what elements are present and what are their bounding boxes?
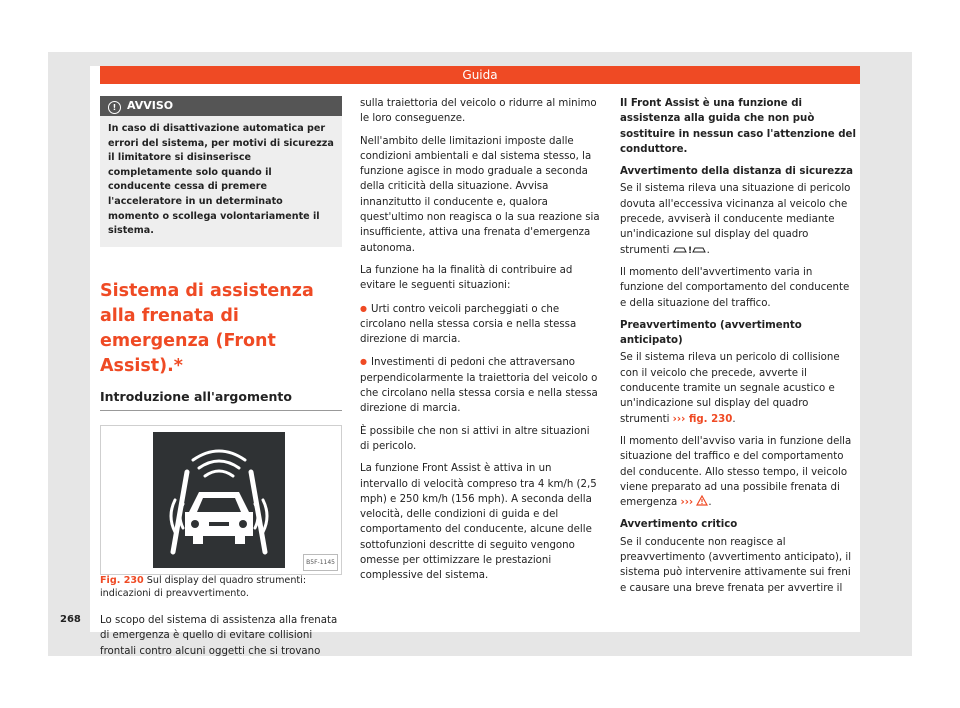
- warning-title: AVVISO: [127, 99, 174, 112]
- distance-warning-icon: [673, 245, 707, 254]
- cluster-display: [153, 432, 285, 568]
- paragraph-text: Se il sistema rileva un pericolo di collisione con il veicolo che precede, avverte il conducente tramite un segnale acustico e un'indicazione sul display del quadro strumenti: [620, 352, 840, 425]
- paragraph-text: Se il sistema rileva una situazione di pericolo dovuta all'eccessiva vicinanza al veicolo che precede, avviserà il conducente mediante un'indicazione sul display del quadro strumenti: [620, 183, 851, 256]
- warning-reference-link[interactable]: ›››: [680, 497, 694, 509]
- bullet-item: [360, 301, 602, 348]
- figure-label[interactable]: Fig. 230: [100, 575, 144, 587]
- figure-caption-text: Sul display del quadro strumenti: indicazioni di preavvertimento.: [100, 575, 307, 599]
- chapter-header: Guida: [100, 66, 860, 84]
- paragraph: Il momento dell'avvertimento varia in funzione del comportamento del conducente e della situazione del traffico.: [620, 266, 850, 309]
- figure-reference-link[interactable]: ››› fig. 230: [672, 413, 733, 425]
- warning-triangle-icon[interactable]: [696, 495, 708, 506]
- bullet-text: Investimenti di pedoni che attraversano perpendicolarmente la traiettoria del veicolo o che circolano nella stessa corsia e nella stessa direzione di marcia.: [360, 357, 598, 415]
- paragraph: Nell'ambito delle limitazioni imposte dalle condizioni ambientali e dal sistema stesso, la funzione agisce in modo graduale a seconda della criticità della situazione. Avvisa innanzitutto il conducente e, qualora quest'ultimo non reagisca o la sua reazione sia insufficiente, attiva una frenata d'emergenza autonoma.: [360, 135, 600, 254]
- lead-paragraph: Il Front Assist è una funzione di assistenza alla guida che non può sostituire in nessun caso l'attenzione del conduttore.: [620, 98, 856, 155]
- svg-text:!: !: [687, 245, 692, 254]
- column-3: [620, 96, 858, 603]
- subheading: Avvertimento critico: [620, 519, 738, 531]
- warning-text: In caso di disattivazione automatica per errori del sistema, per motivi di sicurezza il limitatore si disinserisce completamente solo quando il conducente cessa di premere l'acceleratore in un determinato momento o scollega volontariamente il sistema.: [108, 123, 334, 237]
- bullet-text: Urti contro veicoli parcheggiati o che circolano nella stessa corsia e nella stessa direzione di marcia.: [360, 303, 577, 346]
- paragraph-text: Il momento dell'avviso varia in funzione della situazione del traffico e del comportamento del conducente. Allo stesso tempo, il veicolo viene preparato ad una possibile frenata di emergenza: [620, 435, 852, 509]
- warning-box: [100, 96, 342, 247]
- page-number: 268: [60, 614, 81, 625]
- figure-caption: [100, 575, 342, 600]
- paragraph: Se il sistema rileva un pericolo di collisione con il veicolo che precede, avverte il conducente tramite un segnale acustico e un'indicazione sul display del quadro strumenti ››› fig. 230.: [620, 352, 840, 425]
- column-1: [100, 96, 342, 666]
- paragraph: sulla traiettoria del veicolo o ridurre al minimo le loro conseguenze.: [360, 98, 597, 125]
- paragraph: Se il conducente non reagisce al preavvertimento (avvertimento anticipato), il sistema può intervenire attivamente sui freni e causare una breve frenata per avvertire il: [620, 536, 852, 594]
- paragraph: È possibile che non si attivi in altre situazioni di pericolo.: [360, 425, 590, 452]
- warning-header: [100, 96, 342, 116]
- subheading: Preavvertimento (avvertimento anticipato): [620, 319, 802, 347]
- paragraph: Il momento dell'avviso varia in funzione della situazione del traffico e del comportamento del conducente. Allo stesso tempo, il veicolo viene preparato ad una possibile frenata di emergenza ››› .: [620, 435, 852, 509]
- intro-paragraph: Lo scopo del sistema di assistenza alla frenata di emergenza è quello di evitare collisioni frontali contro alcuni oggetti che si trovano: [100, 615, 338, 657]
- info-icon: !: [108, 101, 121, 114]
- subheading: Avvertimento della distanza di sicurezza: [620, 166, 853, 178]
- paragraph: La funzione Front Assist è attiva in un intervallo di velocità compreso tra 4 km/h (2,5 mph) e 250 km/h (156 mph). A seconda della velocità, delle condizioni di guida e del comportamento del conducente, alcune delle sottofunzioni descritte di seguito vengono omesse per ottimizzare le prestazioni complessive del sistema.: [360, 463, 597, 582]
- figure-230: [100, 425, 342, 575]
- figure-code: B5F-1145: [303, 554, 338, 571]
- column-2: [360, 96, 602, 591]
- section-title: Sistema di assistenza alla frenata di emergenza (Front Assist).*: [100, 280, 314, 376]
- bullet-item: [360, 354, 602, 416]
- paragraph: Se il sistema rileva una situazione di pericolo dovuta all'eccessiva vicinanza al veicolo che precede, avviserà il conducente mediante un'indicazione sul display del quadro strumenti ! .: [620, 183, 851, 256]
- section-subtitle: Introduzione all'argomento: [100, 389, 342, 411]
- front-assist-warning-icon: [153, 432, 285, 568]
- paragraph: La funzione ha la finalità di contribuire ad evitare le seguenti situazioni:: [360, 264, 573, 292]
